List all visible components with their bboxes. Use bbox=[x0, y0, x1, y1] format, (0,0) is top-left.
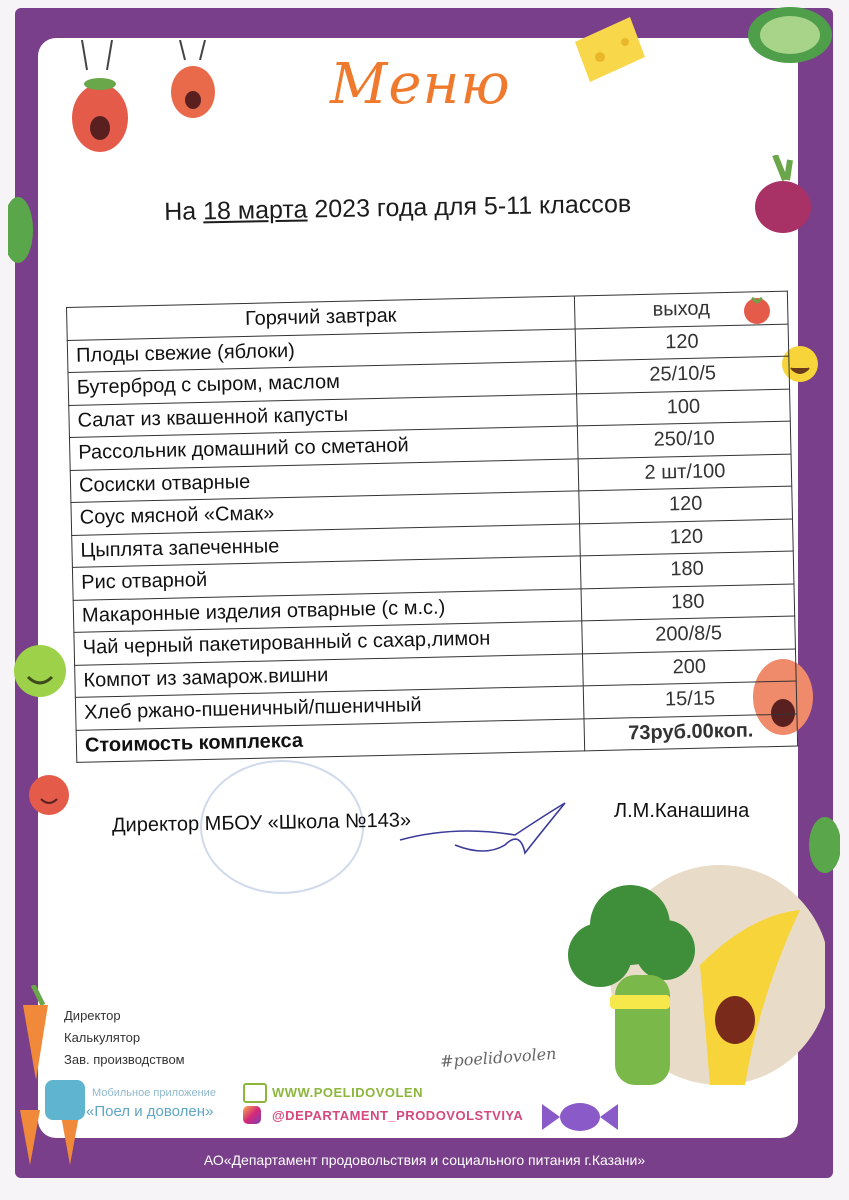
dish-name: Бутерброд с сыром, маслом bbox=[68, 361, 577, 405]
dish-name: Рассольник домашний со сметаной bbox=[69, 426, 578, 470]
mobile-app-name: «Поел и доволен» bbox=[86, 1103, 214, 1120]
dish-name: Макаронные изделия отварные (с м.с.) bbox=[73, 588, 582, 632]
dish-portion: 120 bbox=[575, 324, 789, 361]
mobile-app-label: Мобильное приложение bbox=[92, 1087, 216, 1099]
director-name: Л.М.Канашина bbox=[614, 800, 750, 822]
beet-character-icon bbox=[745, 155, 815, 240]
tomato-character-icon bbox=[165, 40, 225, 120]
cucumber-slice-icon bbox=[745, 5, 835, 70]
page-title: Меню bbox=[330, 52, 511, 117]
total-label: Стоимость комплекса bbox=[76, 718, 585, 762]
website-link: WWW.POELIDOVOLEN bbox=[272, 1085, 423, 1100]
instagram-handle: @DEPARTAMENT_PRODOVOLSTVIYA bbox=[272, 1108, 524, 1123]
director-signature bbox=[395, 795, 575, 865]
dish-name: Цыплята запеченные bbox=[72, 523, 581, 567]
dish-name: Соус мясной «Смак» bbox=[71, 491, 580, 535]
dish-portion: 180 bbox=[581, 584, 795, 621]
website-icon bbox=[243, 1083, 267, 1103]
apple-character-icon bbox=[8, 635, 68, 700]
dish-name: Рис отварной bbox=[72, 556, 581, 600]
menu-date: 18 марта bbox=[202, 195, 308, 226]
dish-portion: 25/10/5 bbox=[576, 356, 790, 393]
approval-director: Директор bbox=[64, 1008, 121, 1023]
approval-production-manager: Зав. производством bbox=[64, 1052, 185, 1067]
dish-portion: 200/8/5 bbox=[582, 616, 796, 653]
dish-portion: 120 bbox=[580, 519, 794, 556]
leaf-icon bbox=[8, 195, 38, 265]
column-header-portion: выход bbox=[574, 291, 788, 328]
carrot-character-icon bbox=[8, 985, 58, 1085]
candy-icon bbox=[540, 1092, 620, 1142]
dish-name: Хлеб ржано-пшеничный/пшеничный bbox=[75, 686, 584, 730]
approval-list bbox=[64, 1005, 185, 1071]
subtitle-prefix: На bbox=[164, 197, 204, 226]
dish-portion: 120 bbox=[579, 486, 793, 523]
tomato-character-icon bbox=[25, 765, 73, 820]
cheese-character-icon bbox=[570, 12, 650, 87]
dish-name: Плоды свежие (яблоки) bbox=[67, 328, 576, 372]
director-title: Директор МБОУ «Школа №143» bbox=[111, 809, 412, 837]
approval-calculator: Калькулятор bbox=[64, 1030, 141, 1045]
hashtag: #poelidovolen bbox=[439, 1043, 557, 1072]
dish-portion: 100 bbox=[577, 389, 791, 426]
organization-name: АО«Департамент продовольствия и социального питания г.Казани» bbox=[203, 1152, 646, 1168]
tomato-character-icon bbox=[62, 40, 142, 160]
dish-name: Чай черный пакетированный с сахар,лимон bbox=[74, 621, 583, 665]
dish-name: Компот из замарож.вишни bbox=[75, 653, 584, 697]
dish-portion: 180 bbox=[580, 551, 794, 588]
subtitle-suffix: 2023 года для 5-11 классов bbox=[307, 189, 632, 224]
menu-table bbox=[66, 291, 798, 763]
dish-name: Сосиски отварные bbox=[70, 458, 579, 502]
column-header-dish: Горячий завтрак bbox=[67, 296, 576, 340]
dish-portion: 15/15 bbox=[583, 681, 797, 718]
mobile-app-icon bbox=[45, 1080, 85, 1120]
total-price: 73руб.00коп. bbox=[584, 714, 798, 751]
instagram-icon bbox=[243, 1106, 261, 1124]
dish-portion: 200 bbox=[582, 649, 796, 686]
dish-portion: 2 шт/100 bbox=[578, 454, 792, 491]
dish-portion: 250/10 bbox=[577, 421, 791, 458]
dish-name: Салат из квашенной капусты bbox=[69, 393, 578, 437]
broccoli-banana-characters-icon bbox=[560, 855, 825, 1095]
